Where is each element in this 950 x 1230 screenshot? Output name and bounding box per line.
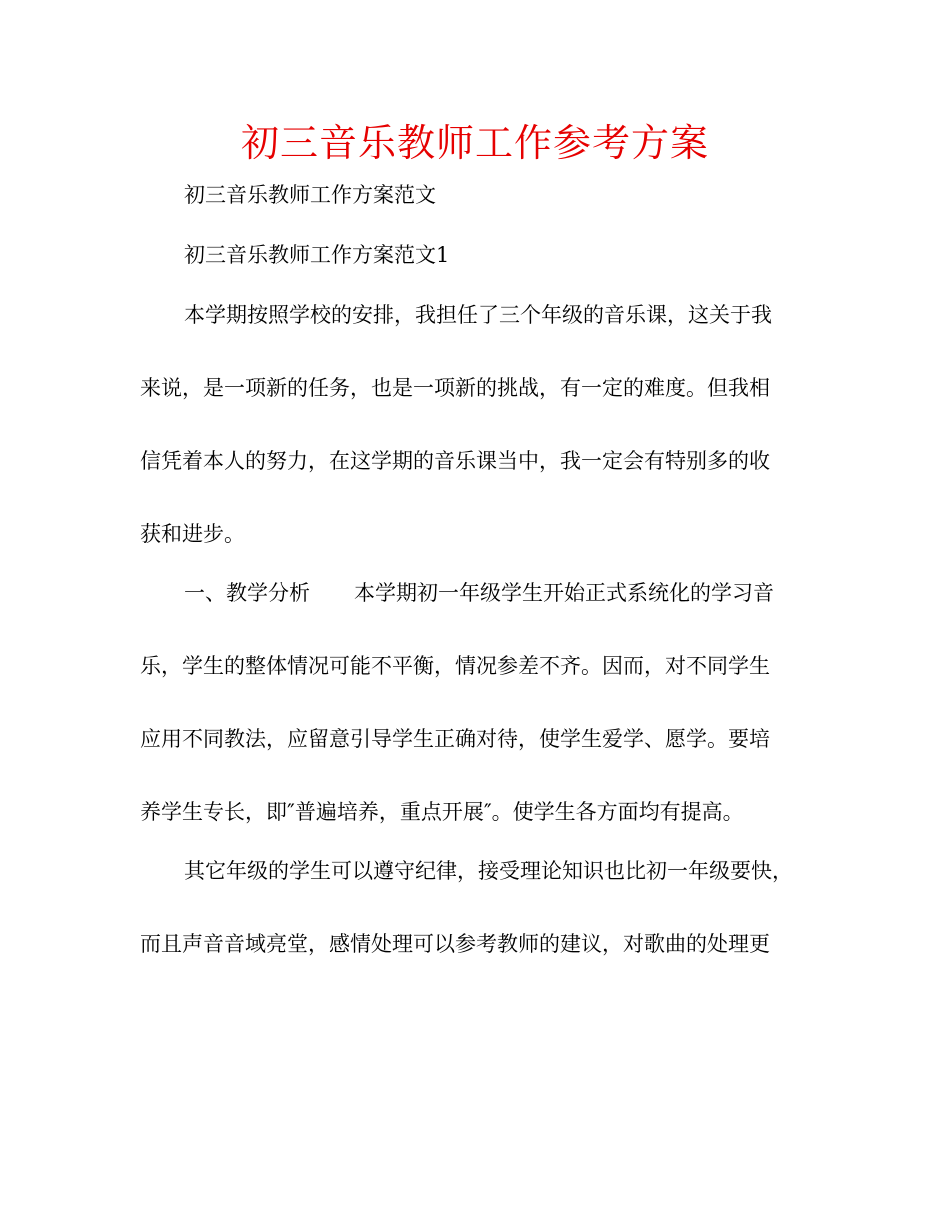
teaching-analysis-heading: 一、教学分析 <box>184 581 310 605</box>
paragraph-2-line-4: 养学生专长，即″普遍培养，重点开展″。使学生各方面均有提高。 <box>140 800 744 824</box>
paragraph-1-line-4: 获和进步。 <box>140 522 245 546</box>
paragraph-3-line-1: 其它年级的学生可以遵守纪律，接受理论知识也比初一年级要快， <box>184 859 793 883</box>
document-title: 初三音乐教师工作参考方案 <box>240 121 709 165</box>
paragraph-2-line-1 <box>140 578 874 608</box>
section-heading: 初三音乐教师工作方案范文1 <box>184 243 450 267</box>
document-subtitle: 初三音乐教师工作方案范文 <box>184 183 436 207</box>
paragraph-3-line-2: 而且声音音域亮堂，感情处理可以参考教师的建议，对歌曲的处理更 <box>140 932 770 956</box>
paragraph-2-line-1-text: 本学期初一年级学生开始正式系统化的学习音 <box>354 581 774 605</box>
paragraph-2-line-2: 乐，学生的整体情况可能不平衡，情况参差不齐。因而，对不同学生 <box>140 654 770 678</box>
paragraph-1-line-2: 来说，是一项新的任务，也是一项新的挑战，有一定的难度。但我相 <box>140 376 770 400</box>
paragraph-2-line-3: 应用不同教法，应留意引导学生正确对待，使学生爱学、愿学。要培 <box>140 727 770 751</box>
paragraph-1-line-1: 本学期按照学校的安排，我担任了三个年级的音乐课，这关于我 <box>184 303 772 327</box>
paragraph-1-line-3: 信凭着本人的努力，在这学期的音乐课当中，我一定会有特别多的收 <box>140 449 770 473</box>
